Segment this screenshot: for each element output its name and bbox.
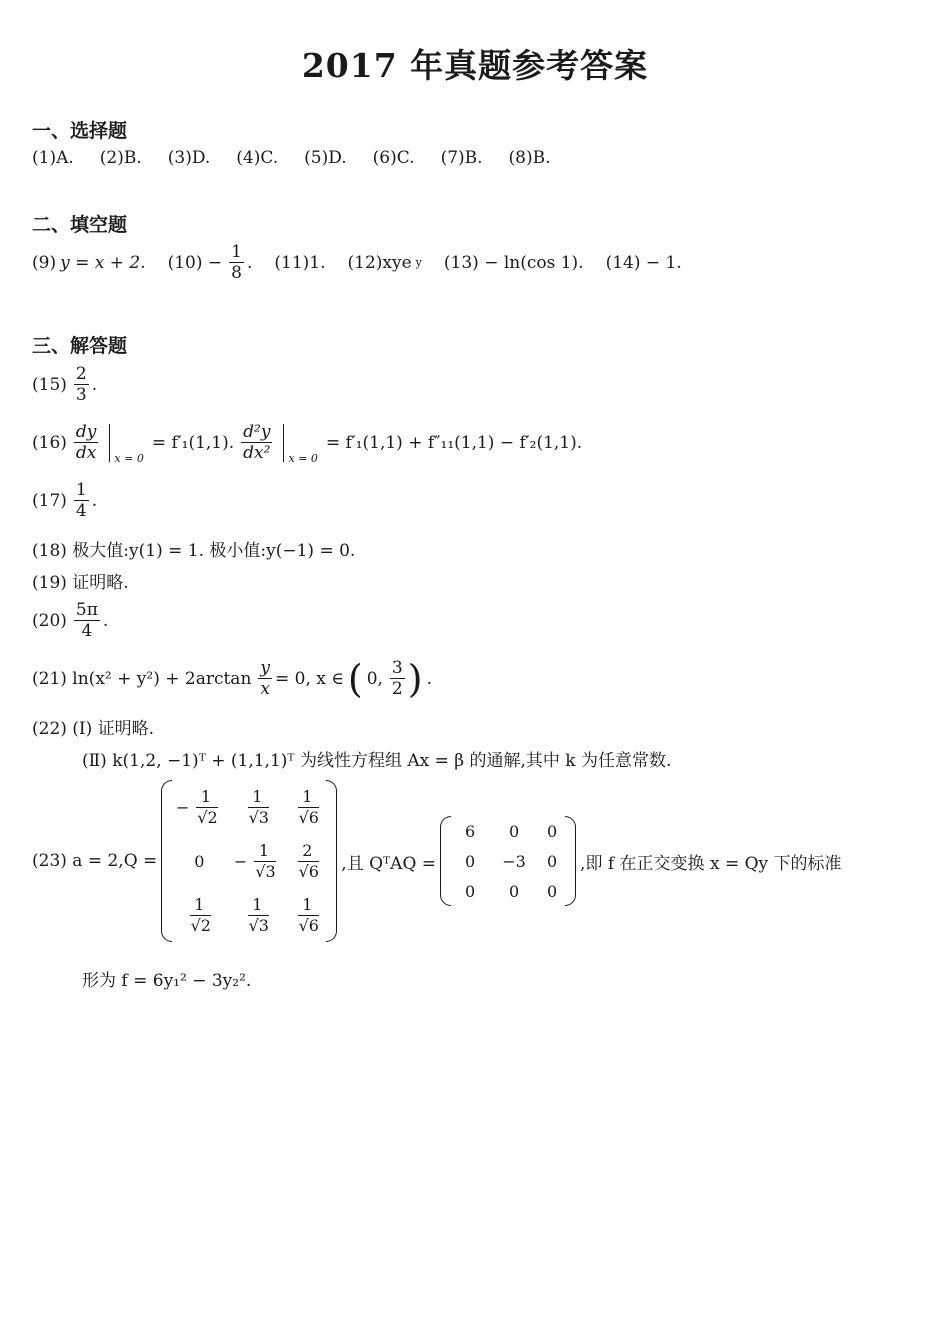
q23-mid: ,且 QᵀAQ =	[341, 853, 437, 874]
q12-answer: (12)xye	[347, 252, 412, 273]
q16-eq1: = f′₁(1,1).	[151, 432, 235, 453]
q10-num: 1	[231, 242, 242, 262]
eval-bar	[283, 424, 284, 462]
q23-last: 形为 f = 6y₁² − 3y₂².	[82, 971, 252, 991]
q16-at-2: x = 0	[288, 452, 318, 465]
q16-d1-den: dx	[75, 443, 97, 463]
q15-row: (15) $\frac{2}{3}$ .	[32, 364, 98, 405]
q21-den: x	[260, 679, 270, 699]
q16-row	[32, 422, 586, 463]
q20-den: 4	[81, 621, 93, 641]
q21-label: (21) ln(x² + y²) + 2arctan	[32, 668, 252, 689]
q-r2c2: − $\frac{1}{√3}$	[233, 840, 276, 881]
q17-label: (17)	[32, 490, 67, 511]
q16-deriv2	[241, 422, 272, 463]
q17-row: (17) $\frac{1}{4}$ .	[32, 480, 98, 521]
d-r1c3: 0	[546, 821, 558, 841]
section-heading-fill: 二、填空题	[32, 214, 128, 236]
q-r2c1: 0	[194, 851, 205, 871]
q-r3c1: $\frac{1}{√2}$	[190, 894, 211, 935]
fill-answers: (9) y = x + 2. (10) − $\frac{1}{8}$ . (11)1. (12)xye y (13) − ln(cos 1). (14) − 1.	[32, 242, 682, 283]
answer-1: (1)A.	[32, 148, 74, 168]
matrix-q	[161, 780, 337, 942]
q21-int-den: 2	[391, 679, 403, 699]
d-r2c3: 0	[546, 851, 558, 871]
answer-5: (5)D.	[304, 148, 347, 168]
page-title: 2017 年真题参考答案	[301, 46, 649, 85]
q21-int-left: 0,	[366, 668, 383, 689]
left-paren: (	[347, 656, 363, 701]
q10-label: (10) −	[167, 252, 223, 273]
choice-answers	[32, 148, 577, 168]
q16-d1-num: dy	[75, 422, 97, 442]
q-r2c3: $\frac{2}{√6}$	[298, 840, 319, 881]
q19-row: (19) 证明略.	[32, 573, 129, 593]
q13-answer: (13) − ln(cos 1).	[443, 252, 584, 273]
answer-4: (4)C.	[236, 148, 279, 168]
q21-int-fraction	[390, 658, 405, 699]
d-r2c2: −3	[502, 851, 526, 871]
q16-eq2: = f′₁(1,1) + f″₁₁(1,1) − f′₂(1,1).	[325, 432, 583, 453]
answer-3: (3)D.	[167, 148, 211, 168]
d-r3c3: 0	[546, 881, 558, 901]
q21-fraction	[258, 658, 272, 699]
q9-answer: y = x + 2.	[60, 252, 146, 273]
q20-label: (20)	[32, 610, 67, 631]
q20-num: 5π	[75, 600, 98, 620]
q12-sup: y	[415, 256, 422, 269]
q17-fraction	[74, 480, 89, 521]
q21-int-num: 3	[391, 658, 403, 678]
answer-7: (7)B.	[440, 148, 483, 168]
q22-row: (22) (Ⅰ) 证明略.	[32, 719, 155, 739]
q-r3c2: $\frac{1}{√3}$	[248, 894, 269, 935]
answer-6: (6)C.	[372, 148, 415, 168]
d-r3c1: 0	[464, 881, 476, 901]
d-r3c2: 0	[508, 881, 520, 901]
q16-d2-num: d²y	[243, 422, 271, 442]
q10-fraction	[229, 242, 244, 283]
q-r1c1: − $\frac{1}{√2}$	[175, 786, 218, 827]
q16-at-1: x = 0	[114, 452, 144, 465]
q17-den: 4	[75, 501, 87, 521]
q15-num: 2	[75, 364, 87, 384]
d-r2c1: 0	[464, 851, 476, 871]
q15-fraction	[74, 364, 89, 405]
q16-deriv1	[74, 422, 99, 463]
q14-answer: (14) − 1.	[605, 252, 682, 273]
q23-tail: ,即 f 在正交变换 x = Qy 下的标准	[580, 853, 842, 874]
q-r1c3: $\frac{1}{√6}$	[298, 786, 319, 827]
q10-den: 8	[231, 263, 242, 283]
q22-part2: (Ⅱ) k(1,2, −1)ᵀ + (1,1,1)ᵀ 为线性方程组 Ax = β 的通解,其中 k 为任意常数.	[82, 751, 672, 771]
q20-fraction	[74, 600, 100, 641]
right-paren: )	[407, 656, 423, 701]
q20-row: (20) $\frac{5\pi}{4}$ .	[32, 600, 109, 641]
q21-num: y	[260, 658, 270, 678]
matrix-d	[440, 816, 576, 906]
q23-label: (23) a = 2,Q =	[32, 851, 158, 871]
answer-2: (2)B.	[99, 148, 142, 168]
q21-row: (21) ln(x² + y²) + 2arctan $\frac{y}{x}$ = 0, x ∈ ( 0, $\frac{3}{2}$ ) .	[32, 656, 432, 701]
answer-8: (8)B.	[508, 148, 551, 168]
q18-row: (18) 极大值:y(1) = 1. 极小值:y(−1) = 0.	[32, 541, 356, 561]
q-r3c3: $\frac{1}{√6}$	[298, 894, 319, 935]
d-r1c2: 0	[508, 821, 520, 841]
q17-num: 1	[75, 480, 87, 500]
q9-label: (9)	[32, 252, 57, 273]
q21-mid: = 0, x ∈	[275, 668, 344, 689]
q16-label: (16)	[32, 432, 67, 453]
q11-answer: (11)1.	[274, 252, 326, 273]
q15-den: 3	[75, 385, 87, 405]
q-r1c2: $\frac{1}{√3}$	[248, 786, 269, 827]
q16-d2-den: dx²	[243, 443, 271, 463]
q15-label: (15)	[32, 374, 67, 395]
section-heading-solve: 三、解答题	[32, 335, 128, 357]
eval-bar	[109, 424, 110, 462]
d-r1c1: 6	[464, 821, 476, 841]
q23-row	[32, 780, 846, 942]
section-heading-choice: 一、选择题	[32, 120, 128, 142]
